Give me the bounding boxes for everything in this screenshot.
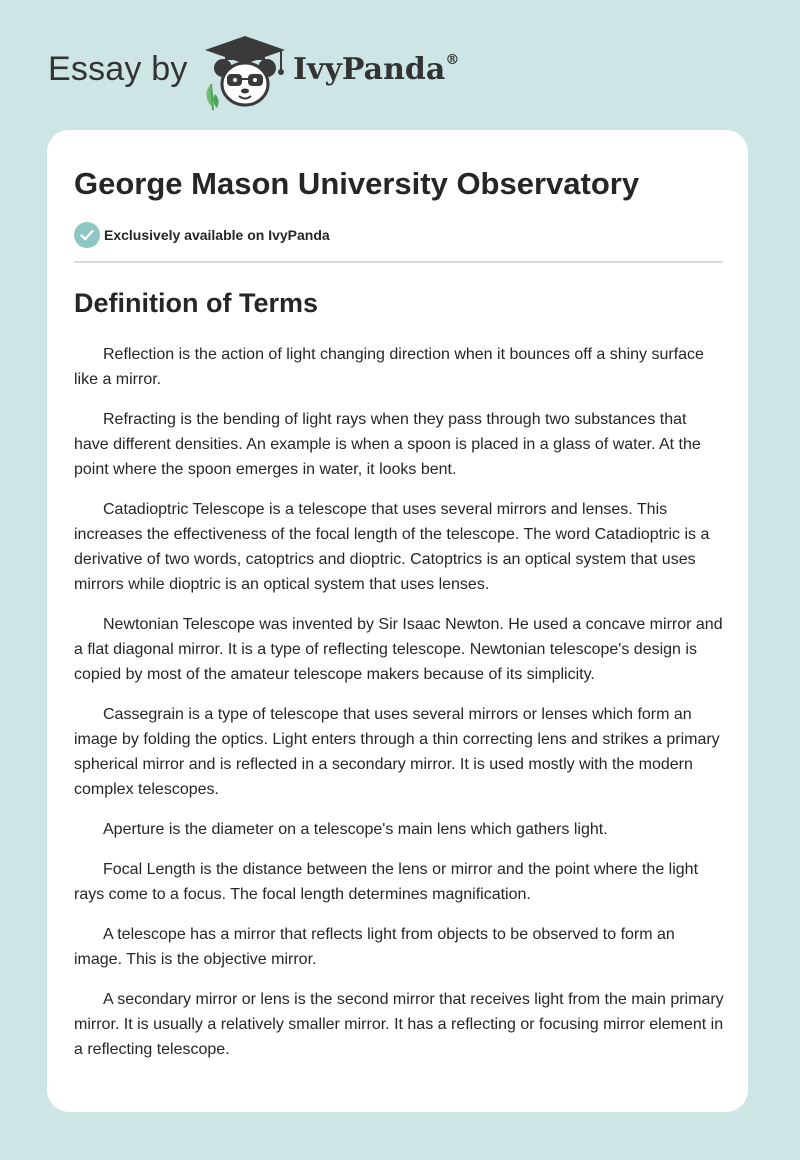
check-circle-icon	[74, 222, 100, 248]
essay-content	[74, 164, 724, 1077]
paragraph-list	[74, 342, 724, 1062]
paragraph-reflection: Reflection is the action of light changing direction when it bounces off a shiny surface like a mirror.	[74, 346, 704, 388]
section-heading: Definition of Terms	[74, 288, 319, 318]
site-header	[48, 30, 548, 110]
paragraph-catadioptric: Catadioptric Telescope is a telescope that uses several mirrors and lenses. This increases the effectiveness of the focal length of the telescope. The word Catadioptric is a derivative of two words, catoptrics and dioptric. Catoptrics is an optical system that uses mirrors while dioptric is an optical system that uses lenses.	[74, 501, 710, 593]
essay-by-label: Essay by	[48, 50, 188, 88]
paragraph-secondary-mirror: A secondary mirror or lens is the second mirror that receives light from the main primary mirror. It is usually a relatively smaller mirror. It has a reflecting or focusing mirror element in a reflecting telescope.	[74, 991, 724, 1058]
paragraph-objective-mirror: A telescope has a mirror that reflects light from objects to be observed to form an image. This is the objective mirror.	[74, 926, 675, 968]
divider	[74, 261, 723, 263]
brand-text: IvyPanda	[293, 52, 446, 87]
essay-card	[47, 130, 748, 1112]
paragraph-refracting: Refracting is the bending of light rays when they pass through two substances that have different densities. An example is when a spoon is placed in a glass of water. At the point where the spoon emerges in water, it looks bent.	[74, 411, 701, 478]
paragraph-focal-length: Focal Length is the distance between the lens or mirror and the point where the light rays come to a focus. The focal length determines magnification.	[74, 861, 699, 903]
paragraph-newtonian: Newtonian Telescope was invented by Sir Isaac Newton. He used a concave mirror and a flat diagonal mirror. It is a type of reflecting telescope. Newtonian telescope's design is copied by most of the amateur telescope makers because of its simplicity.	[74, 616, 723, 683]
registered-mark: ®	[445, 52, 460, 68]
exclusive-badge	[74, 222, 724, 248]
brand-name[interactable]	[293, 52, 459, 87]
paragraph-cassegrain: Cassegrain is a type of telescope that uses several mirrors or lenses which form an image by folding the optics. Light enters through a thin correcting lens and strikes a primary spherical mirror and is reflected in a secondary mirror. It is used mostly with the modern complex telescopes.	[74, 706, 720, 798]
exclusive-badge-text: Exclusively available on IvyPanda	[104, 227, 330, 243]
paragraph-aperture: Aperture is the diameter on a telescope's main lens which gathers light.	[103, 821, 608, 838]
page-title: George Mason University Observatory	[74, 166, 640, 201]
panda-graduate-icon[interactable]	[201, 34, 289, 110]
